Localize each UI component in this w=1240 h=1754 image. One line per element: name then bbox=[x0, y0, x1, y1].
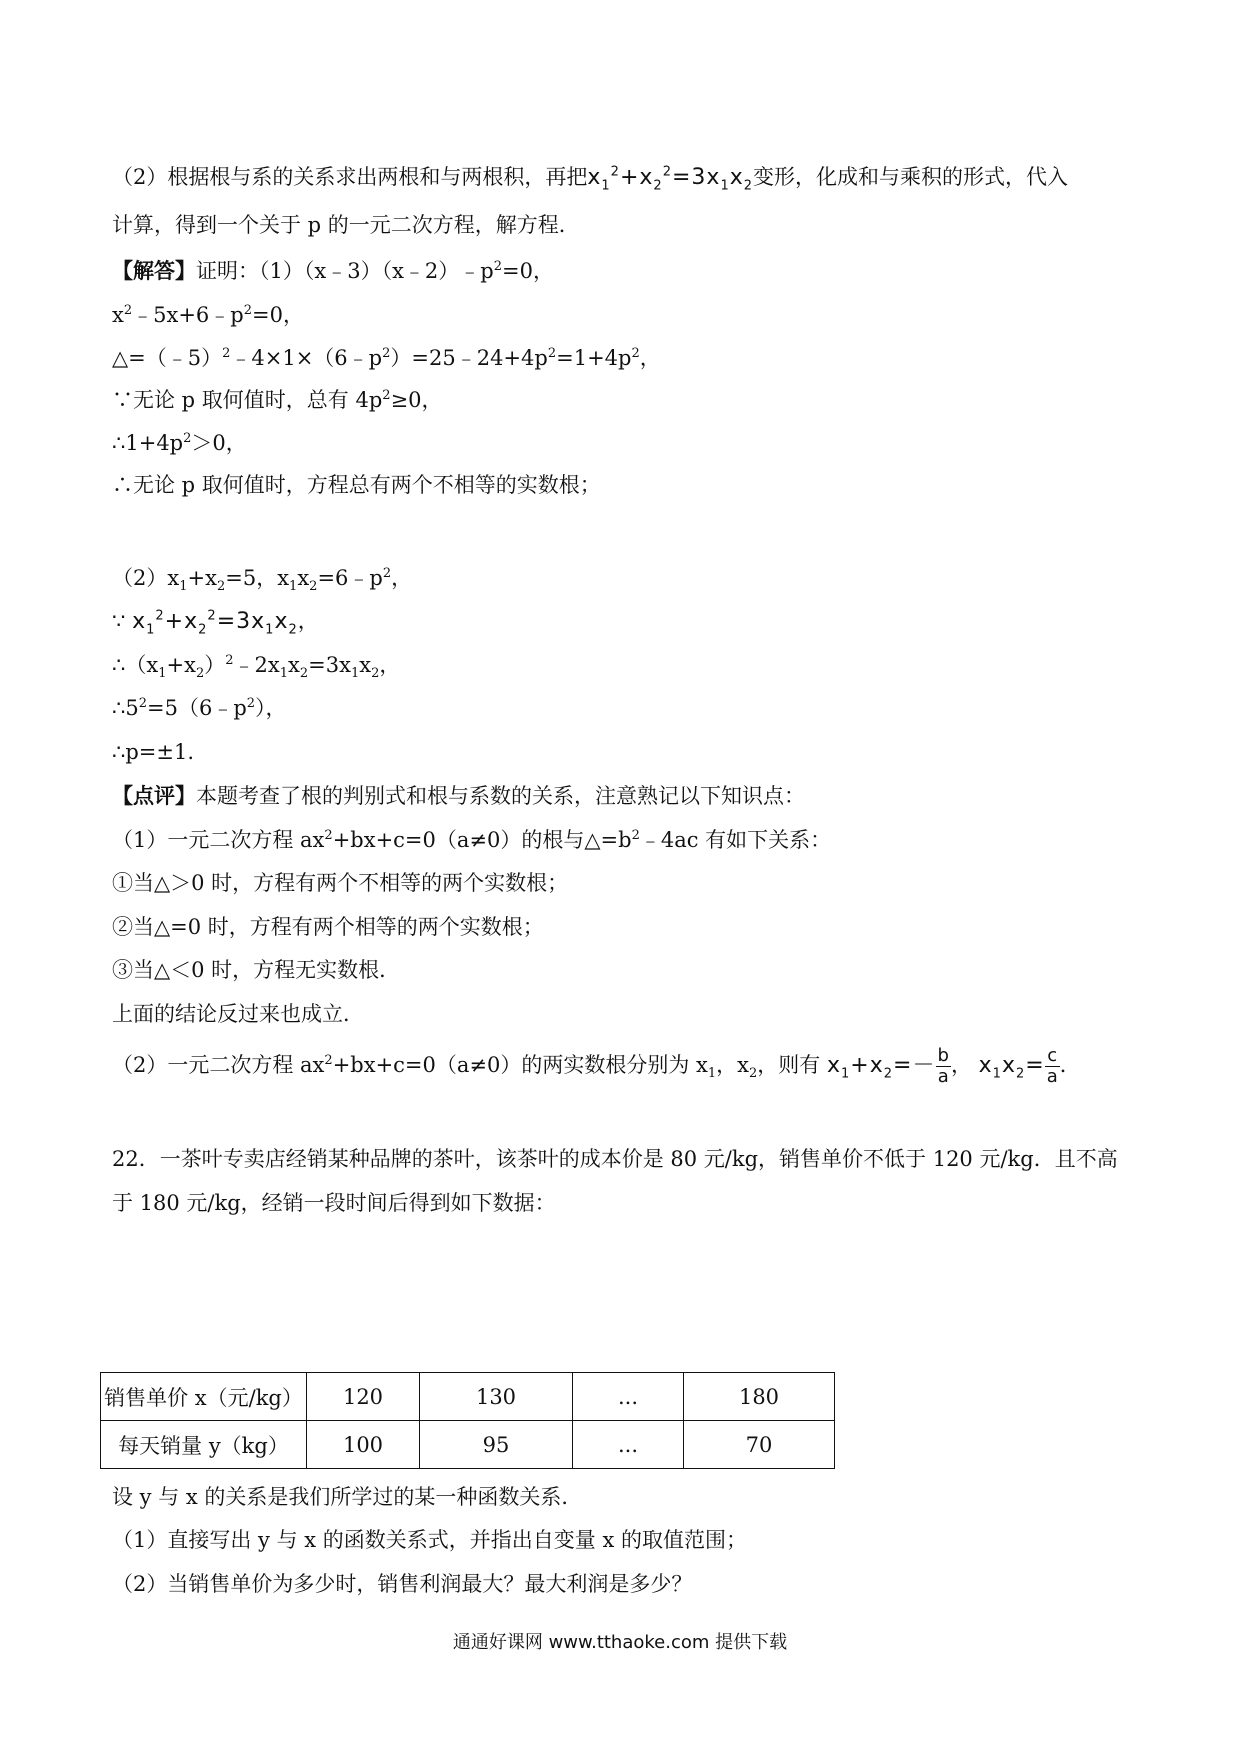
solution-tag: 【解答】 bbox=[112, 258, 196, 283]
solution-line-4: ∵无论 p 取何值时，总有 $4p^2\ge 0$， bbox=[112, 388, 443, 412]
table-cell: ... bbox=[573, 1421, 684, 1469]
solution-line-3: $\triangle=(﹣5)^2﹣4\times 1\times(6﹣p^2)=25﹣24+4p^2=1+4p^2$， bbox=[112, 346, 661, 370]
table-cell: 120 bbox=[307, 1373, 420, 1421]
vieta-product-formula: $x_1x_2=$ bbox=[978, 1053, 1045, 1082]
comment-header-line: 【点评】本题考查了根的判别式和根与系数的关系，注意熟记以下知识点： bbox=[112, 783, 805, 808]
problem-22-question-2: （2）当销售单价为多少时，销售利润最大？最大利润是多少？ bbox=[112, 1572, 693, 1596]
analysis-text: （2）根据根与系的关系求出两根和与两根积，再把 bbox=[112, 165, 588, 189]
solution-line-5: $\therefore 1+4p^2>0$， bbox=[112, 431, 247, 455]
solution-part2-line-3: $\therefore(x_1+x_2)^2﹣2x_1x_2=3x_1x_2$， bbox=[112, 653, 401, 682]
solution-part2-line-5: ∴p=±1. bbox=[112, 740, 195, 764]
problem-22-line-1: 22．一茶叶专卖店经销某种品牌的茶叶，该茶叶的成本价是 80 元/kg，销售单价不低于 120 元/kg．且不高 bbox=[112, 1147, 1118, 1171]
equation-x1sq-x2sq-3x1x2: $x_1^2+x_2^2=3x_1x_2$ bbox=[587, 164, 754, 194]
solution-header-line: 【解答】证明：$(1)(x﹣3)(x﹣2)﹣p^2=0$， bbox=[112, 258, 554, 283]
page-footer: 通通好课网 www.tthaoke.com 提供下载 bbox=[452, 1632, 788, 1653]
equation-x1sq-x2sq-3x1x2: $x_1^2+x_2^2=3x_1x_2$ bbox=[132, 608, 298, 638]
table-row bbox=[101, 1421, 835, 1469]
table-cell: 180 bbox=[684, 1373, 835, 1421]
solution-part2-line-1: $(2)x_1+x_2=5$，$x_1x_2=6﹣p^2$， bbox=[112, 566, 413, 595]
table-cell: 销售单价 x（元/kg） bbox=[101, 1373, 307, 1421]
data-table bbox=[100, 1372, 835, 1469]
comment-item-1: ①当△＞0 时，方程有两个不相等的两个实数根； bbox=[112, 871, 569, 895]
table-row bbox=[101, 1373, 835, 1421]
solution-part2-line-2: ∵ $x_1^2+x_2^2=3x_1x_2$， bbox=[112, 608, 319, 638]
table-cell: ... bbox=[573, 1373, 684, 1421]
analysis-line-2 bbox=[112, 210, 580, 240]
problem-22-line-2: 于 180 元/kg，经销一段时间后得到如下数据： bbox=[112, 1191, 556, 1215]
fraction-c-over-a: $\frac{c}{a}$ bbox=[1046, 1045, 1058, 1087]
comment-tag: 【点评】 bbox=[112, 783, 196, 808]
analysis-line-1 bbox=[112, 162, 1068, 193]
solution-line-2: $x^2﹣5x+6﹣p^2=0$， bbox=[112, 303, 304, 327]
table-cell: 每天销量 y（kg） bbox=[101, 1421, 307, 1469]
comment-line-1: （1）一元二次方程 $ax^2+bx+c=0(a\ne 0)$的根与$\triangle=b^2﹣4ac$ 有如下关系： bbox=[112, 828, 832, 852]
table-cell: 130 bbox=[420, 1373, 573, 1421]
solution-part2-line-4: $\therefore 5^2=5(6﹣p^2)$， bbox=[112, 696, 287, 720]
comment-item-3: ③当△＜0 时，方程无实数根． bbox=[112, 958, 401, 982]
analysis-text: 计算，得到一个关于 p 的一元二次方程，解方程． bbox=[112, 213, 580, 237]
vieta-sum-formula: $x_1+x_2=-$ bbox=[826, 1053, 936, 1082]
table-cell: 100 bbox=[307, 1421, 420, 1469]
comment-reverse-line: 上面的结论反过来也成立． bbox=[112, 1002, 364, 1026]
table-cell: 70 bbox=[684, 1421, 835, 1469]
problem-22-question-1: （1）直接写出 y 与 x 的函数关系式，并指出自变量 x 的取值范围； bbox=[112, 1528, 747, 1552]
table-cell: 95 bbox=[420, 1421, 573, 1469]
analysis-text: 变形，化成和与乘积的形式，代入 bbox=[753, 165, 1069, 189]
fraction-b-over-a: $\frac{b}{a}$ bbox=[937, 1045, 949, 1087]
comment-item-2: ②当△=0 时，方程有两个相等的两个实数根； bbox=[112, 915, 544, 939]
problem-22-relation-line: 设 y 与 x 的关系是我们所学过的某一种函数关系． bbox=[112, 1485, 583, 1509]
solution-line-6: ∴无论 p 取何值时，方程总有两个不相等的实数根； bbox=[112, 473, 601, 497]
comment-line-2: （2）一元二次方程 $ax^2+bx+c=0(a\ne 0)$的两实数根分别为 $x_1$，$x_2$，则有 $x_1+x_2=-$ $\frac{b}{a}$ ， $x_1x_2=$ $\frac{c}{a}$ ． bbox=[112, 1045, 1081, 1087]
